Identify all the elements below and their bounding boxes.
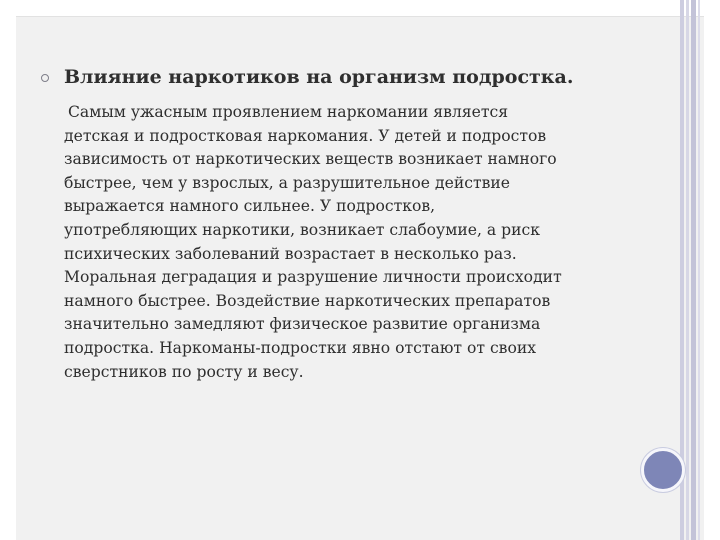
slide-body-text xyxy=(64,101,624,384)
blue-circle-icon xyxy=(641,448,685,492)
decorative-stripe xyxy=(686,0,689,540)
body-text-line: Самым ужасным проявлением наркомании является xyxy=(68,103,509,121)
body-text-line: детская и подростковая наркомания. У детей и подростов xyxy=(64,126,547,145)
body-text-line: выражается намного сильнее. У подростков, xyxy=(64,197,436,216)
body-text-line: зависимость от наркотических веществ возникает намного xyxy=(64,150,557,169)
body-text-line: подростка. Наркоманы-подростки явно отстают от своих xyxy=(64,338,537,357)
body-text-line: намного быстрее. Воздействие наркотических препаратов xyxy=(64,291,551,310)
body-text-line: значительно замедляют физическое развитие организма xyxy=(64,315,541,334)
body-text-line: употребляющих наркотики, возникает слабоумие, а риск xyxy=(64,220,540,239)
body-text-line: психических заболеваний возрастает в несколько раз. xyxy=(64,244,517,263)
hollow-circle-bullet-icon xyxy=(41,74,49,82)
body-text-line: быстрее, чем у взрослых, а разрушительное действие xyxy=(64,173,510,192)
slide-heading: Влияние наркотиков на организм подростка. xyxy=(64,66,574,88)
body-text-line: Моральная деградация и разрушение личности происходит xyxy=(64,268,562,287)
decorative-stripe xyxy=(698,0,700,540)
decorative-stripe xyxy=(691,0,696,540)
body-text-line: сверстников по росту и весу. xyxy=(64,362,304,381)
